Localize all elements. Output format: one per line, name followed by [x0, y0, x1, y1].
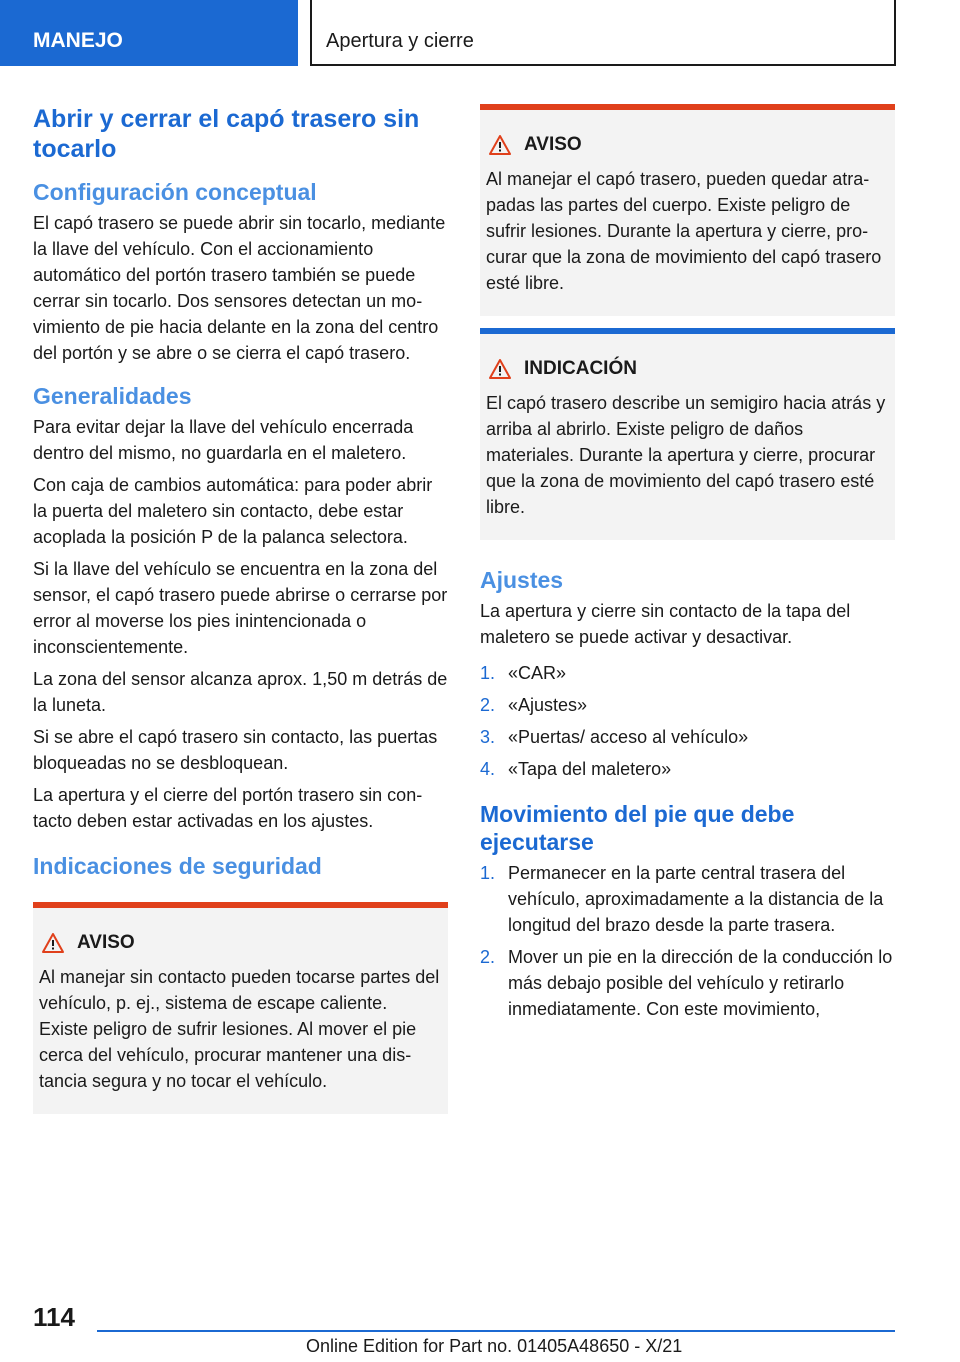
step-text: Permanecer en la parte central trasera del vehículo, aproximadamente a la distancia de la longitud del brazo desde la parte trasera. — [508, 863, 884, 935]
list-item — [480, 756, 895, 782]
section-tab: MANEJO — [0, 0, 298, 66]
list-item — [480, 692, 895, 718]
warning-box — [33, 902, 448, 1114]
step-number: 4. — [480, 759, 496, 779]
notice-text: El capó trasero describe un semigiro hacia atrás y arriba al abrirlo. Existe peligro de daños materiales. Durante la apertura y cierre, procurar que la zona de movimiento del capó trasero esté libre. — [486, 393, 886, 517]
warning-box — [480, 104, 895, 316]
settings-steps-list — [480, 660, 895, 782]
general-paragraph: Si se abre el capó trasero sin contacto, las puertas bloqueadas no se desbloquean. — [33, 727, 438, 773]
page-number: 114 — [33, 1302, 75, 1332]
safety-heading: Indicaciones de seguridad — [33, 853, 322, 879]
step-text: «Puertas/ acceso al vehículo» — [508, 727, 749, 747]
step-number: 1. — [480, 663, 496, 683]
chapter-title: Apertura y cierre — [310, 0, 896, 66]
warning-triangle-icon — [488, 134, 512, 156]
general-paragraph: Si la llave del vehículo se encuentra en la zona del sensor, el capó trasero puede abrirse o cerrarse por error al moverse los pies inintencionada o inconscientemente. — [33, 559, 448, 657]
settings-paragraph: La apertura y cierre sin contacto de la tapa del maletero se puede activar y desactivar. — [480, 601, 851, 647]
edition-note: Online Edition for Part no. 01405A48650 - X/21 — [306, 1336, 683, 1356]
list-item — [480, 944, 895, 1022]
step-number: 2. — [480, 947, 496, 967]
foot-movement-heading: Movimiento del pie que debe ejecutarse — [480, 801, 795, 855]
step-text: «CAR» — [508, 663, 567, 683]
general-paragraph: La apertura y el cierre del portón trasero sin contacto deben estar activadas en los ajustes. — [33, 785, 423, 831]
left-column — [33, 98, 448, 1114]
foot-steps-list — [480, 860, 895, 1022]
step-text: «Ajustes» — [508, 695, 588, 715]
concept-heading: Configuración conceptual — [33, 179, 317, 205]
warning-label: AVISO — [77, 932, 135, 953]
footer-divider — [97, 1330, 895, 1332]
right-column — [480, 104, 895, 1030]
warning-label: AVISO — [524, 134, 582, 155]
notice-label: INDICACIÓN — [524, 358, 637, 379]
warning-header — [480, 134, 887, 156]
page-title: Abrir y cerrar el capó trasero sin tocarlo — [33, 105, 420, 163]
general-paragraph: Para evitar dejar la llave del vehículo encerrada dentro del mismo, no guardarla en el maletero. — [33, 417, 414, 463]
step-text: «Tapa del maletero» — [508, 759, 672, 779]
warning-text: Al manejar sin contacto pueden tocarse partes del vehículo, p. ej., sistema de escape caliente. Existe peligro de sufrir lesiones. Al mover el pie cerca del vehículo, procurar mantener una distancia segura y no tocar el vehículo. — [39, 967, 440, 1091]
list-item — [480, 860, 895, 938]
list-item — [480, 724, 895, 750]
step-number: 1. — [480, 863, 496, 883]
step-number: 2. — [480, 695, 496, 715]
warning-header — [33, 932, 440, 954]
notice-box — [480, 328, 895, 540]
settings-heading: Ajustes — [480, 567, 564, 593]
general-paragraph: La zona del sensor alcanza aprox. 1,50 m detrás de la luneta. — [33, 669, 448, 715]
general-paragraph: Con caja de cambios automática: para poder abrir la puerta del maletero sin contacto, debe estar acoplada la posición P de la palanca selectora. — [33, 475, 433, 547]
concept-paragraph: El capó trasero se puede abrir sin tocarlo, mediante la llave del vehículo. Con el accionamiento automático del portón trasero también se puede cerrar sin tocarlo. Dos sensores detectan un movimiento de pie hacia delante en la zona del centro del portón y se abre o se cierra el capó trasero. — [33, 213, 446, 363]
page-header — [0, 0, 960, 66]
step-text: Mover un pie en la dirección de la conducción lo más debajo posible del vehículo y retirarlo inmediatamente. Con este movimiento, — [508, 947, 893, 1019]
general-heading: Generalidades — [33, 383, 192, 409]
warning-text: Al manejar el capó trasero, pueden quedar atrapadas las partes del cuerpo. Existe peligro de sufrir lesiones. Durante la apertura y cierre, procurar que la zona de movimiento del capó trasero esté libre. — [486, 169, 882, 293]
step-number: 3. — [480, 727, 496, 747]
warning-triangle-icon — [488, 358, 512, 380]
list-item — [480, 660, 895, 686]
warning-triangle-icon — [41, 932, 65, 954]
notice-header — [480, 358, 887, 380]
